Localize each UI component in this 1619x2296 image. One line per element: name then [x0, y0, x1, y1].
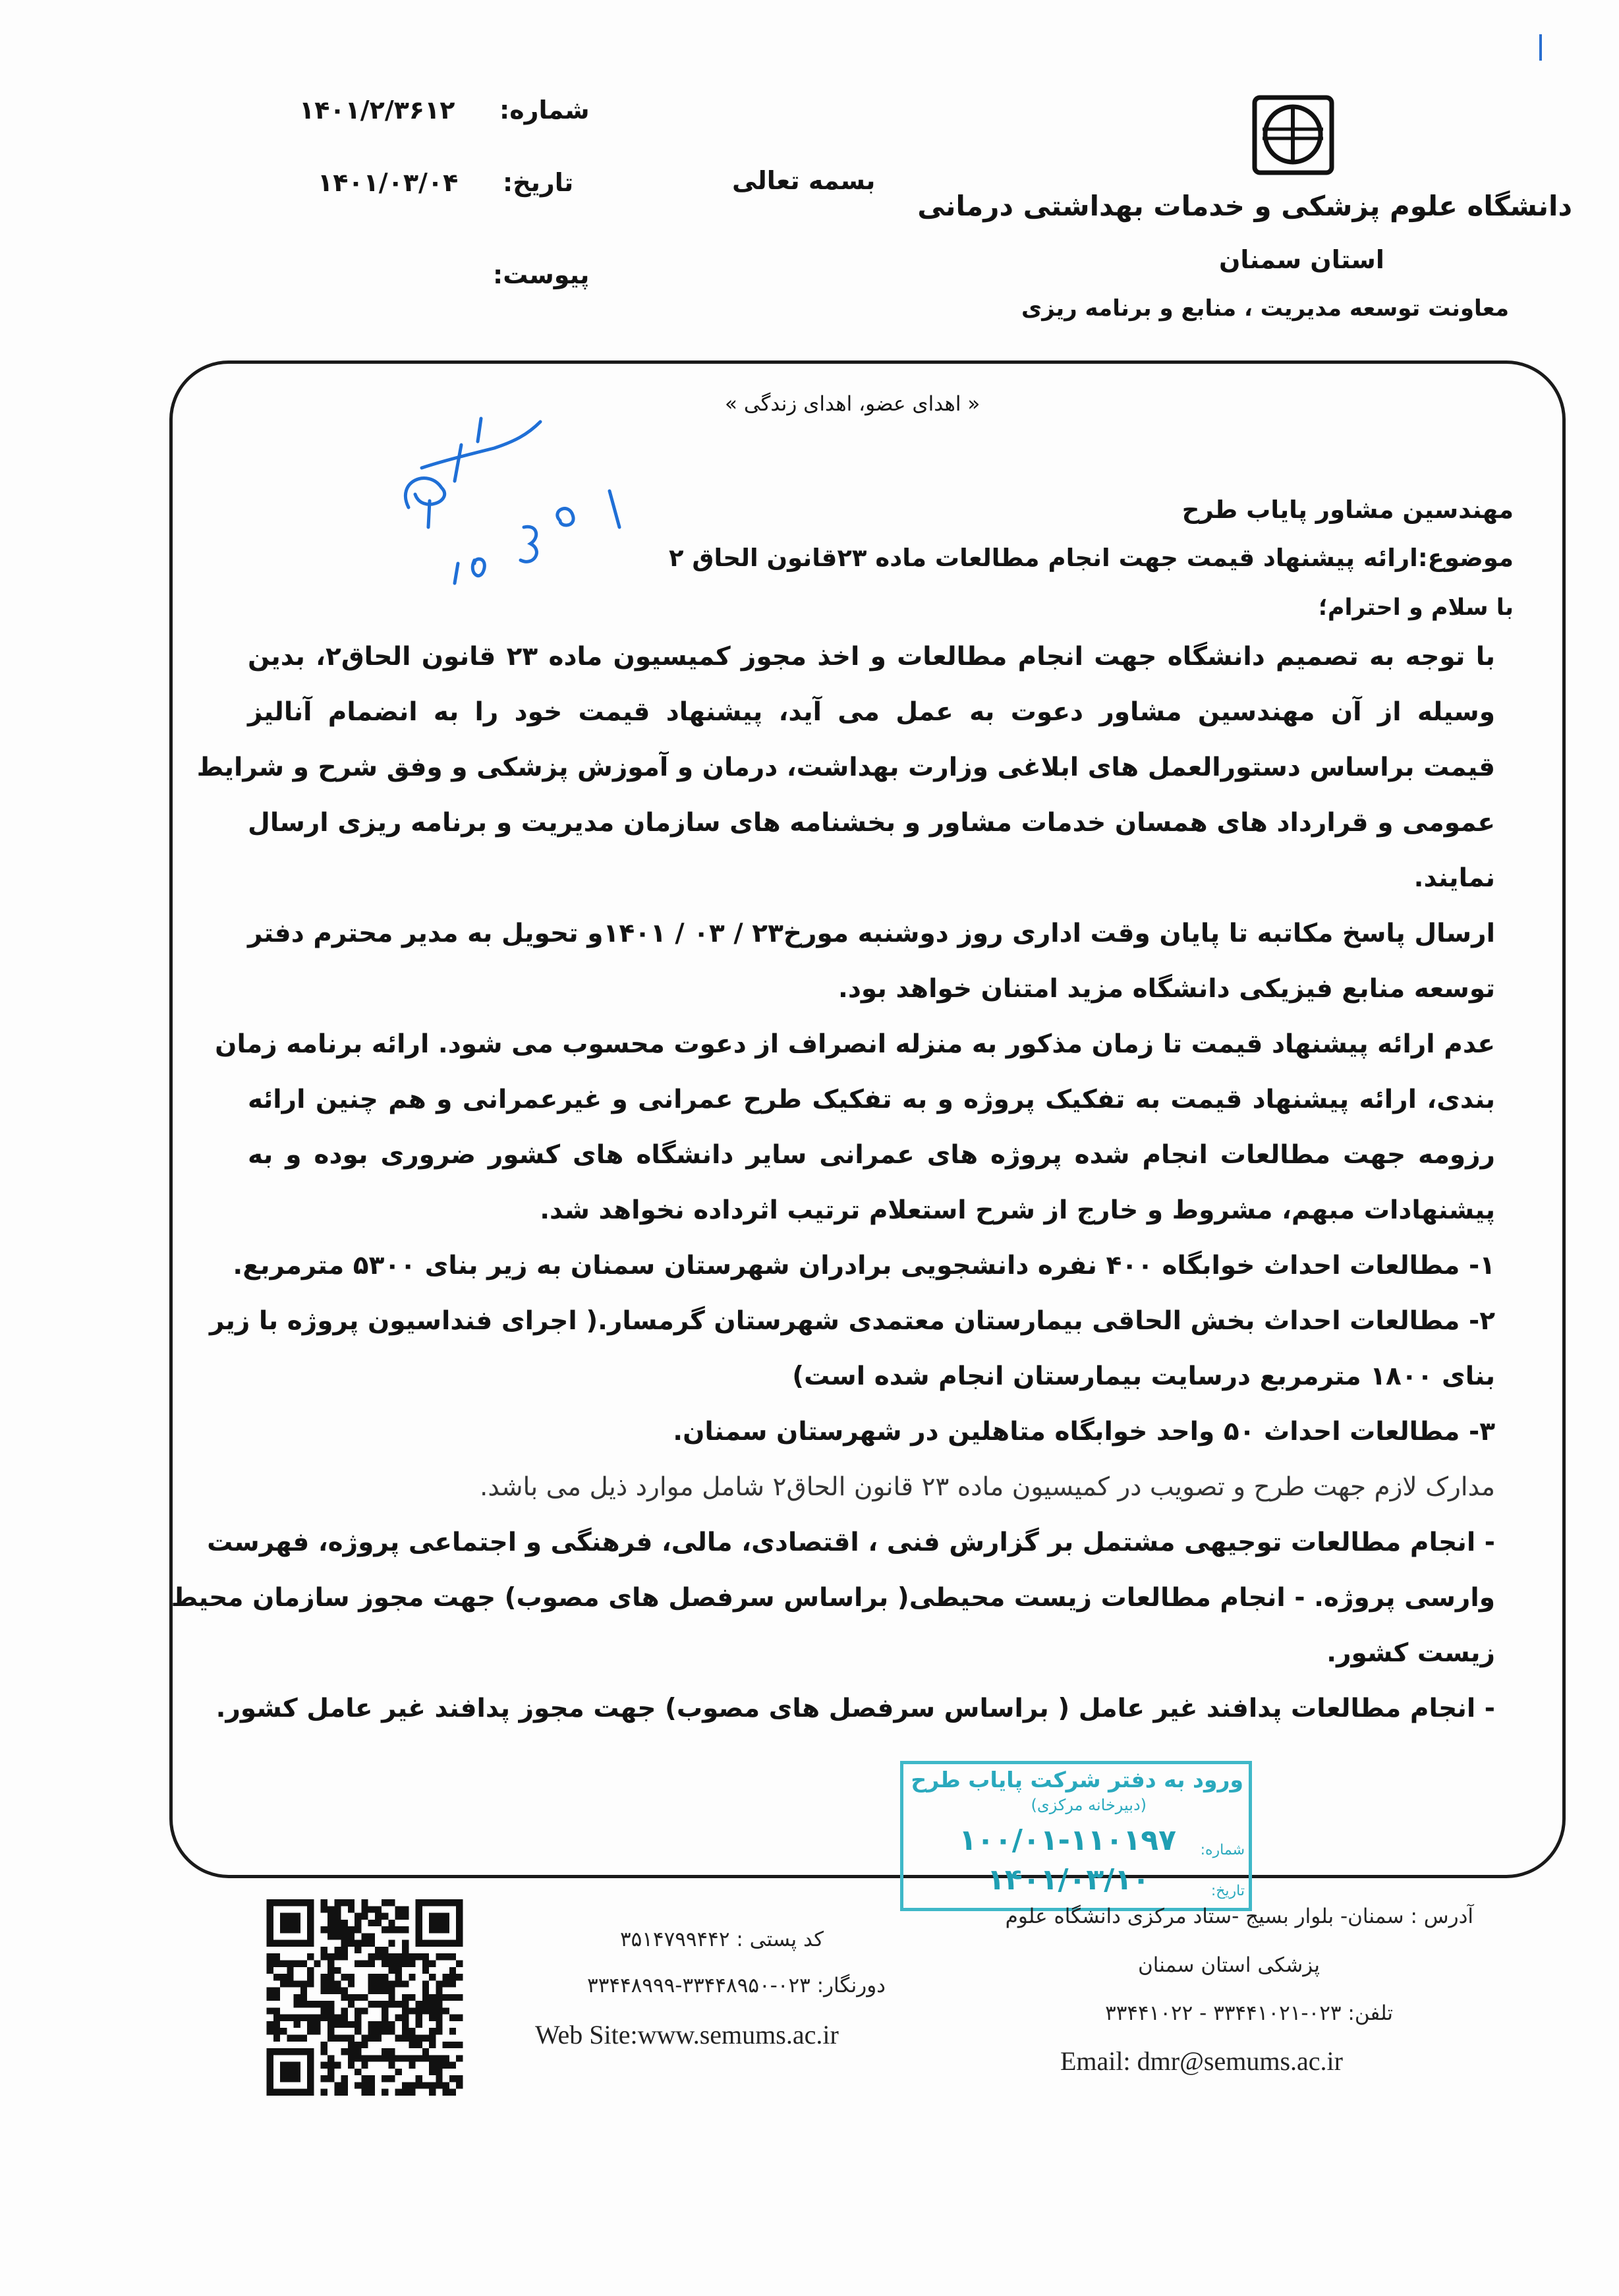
number-value: ۱۴۰۱/۲/۳۶۱۲ — [299, 96, 455, 125]
documents-item-2: - انجام مطالعات پدافند غیر عامل ( براساس سرفصل های مصوب) جهت مجوز پدافند غیر عامل کشور. — [215, 1694, 1495, 1723]
body-line: ارسال پاسخ مکاتبه تا پایان وقت اداری روز دوشنبه مورخ۲۳ / ۰۳ / ۱۴۰۱و تحویل به مدیر محترم دفتر — [248, 919, 1495, 948]
university-name: دانشگاه علوم پزشکی و خدمات بهداشتی درمانی — [917, 190, 1572, 222]
province-name: استان سمنان — [1219, 245, 1384, 274]
qr-code-icon — [266, 1899, 464, 2096]
date-label: تاریخ: — [503, 168, 574, 197]
body-line: پیشنهادات مبهم، مشروط و خارج از شرح استعلام ترتیب اثرداده نخواهد شد. — [540, 1195, 1495, 1225]
body-line: نمایند. — [1413, 863, 1495, 893]
body-line: وسیله از آن مهندسین مشاور دعوت به عمل می آید، پیشنهاد قیمت خود را به انضمام آنالیز — [248, 697, 1495, 727]
salutation: با سلام و احترام؛ — [1318, 594, 1514, 621]
slogan: « اهدای عضو، اهدای زندگی » — [725, 392, 980, 416]
body-line: ۲- مطالعات احداث بخش الحاقی بیمارستان معتمدی شهرستان گرمسار.( اجرای فنداسیون پروژه با زیر — [209, 1306, 1495, 1336]
documents-item-1 — [171, 1515, 1495, 1681]
paragraph-2 — [248, 906, 1495, 1017]
stamp-date-value: ۱۴۰۱/۰۳/۱۰ — [987, 1863, 1150, 1897]
address-line-1: آدرس : سمنان- بلوار بسیج -ستاد مرکزی دانشگاه علوم — [1005, 1905, 1473, 1928]
body-line: عمومی و قرارداد های همسان خدمات مشاور و بخشنامه های سازمان مدیریت و برنامه ریزی ارسال — [248, 808, 1495, 838]
margin-mark — [1539, 34, 1542, 61]
body-line: - انجام مطالعات توجیهی مشتمل بر گزارش فنی ، اقتصادی، مالی، فرهنگی و اجتماعی پروژه، فهرست — [207, 1528, 1495, 1557]
handwritten-note — [382, 395, 646, 593]
website-link[interactable]: Web Site:www.semums.ac.ir — [535, 2020, 839, 2050]
received-stamp — [900, 1761, 1252, 1911]
item-3: ۳- مطالعات احداث ۵۰ واحد خوابگاه متاهلین در شهرستان سمنان. — [673, 1417, 1495, 1447]
fax-number: دورنگار: ۰۲۳-۳۳۴۴۸۹۵۰-۳۳۴۴۸۹۹۹ — [587, 1974, 886, 1997]
body-line: زیست کشور. — [1326, 1638, 1495, 1668]
body-line: با توجه به تصمیم دانشگاه جهت انجام مطالعات و اخذ مجوز کمیسیون ماده ۲۳ قانون الحاق۲، بدین — [248, 642, 1495, 672]
body-line: بندی، ارائه پیشنهاد قیمت به تفکیک پروژه و به تفکیک طرح عمرانی و غیرعمرانی و هم چنین ارائه — [248, 1085, 1495, 1114]
item-2 — [209, 1294, 1495, 1404]
stamp-title: ورود به دفتر شرکت پایاب طرح — [911, 1767, 1243, 1793]
stamp-number-value: ۱۰۰/۰۱-۱۱۰۱۹۷ — [959, 1823, 1176, 1857]
body-line: قیمت براساس دستورالعمل های ابلاغی وزارت بهداشت، درمان و آموزش پزشکی و وفق شرح و شرایط — [196, 753, 1495, 782]
body-line: رزومه جهت مطالعات انجام شده پروژه های عمرانی سایر دانشگاه های کشور ضروری بوده و به — [248, 1140, 1495, 1170]
stamp-subtitle: (دبیرخانه مرکزی) — [1031, 1796, 1147, 1814]
paragraph-3 — [215, 1017, 1495, 1238]
paragraph-1 — [196, 629, 1495, 906]
item-1: ۱- مطالعات احداث خوابگاه ۴۰۰ نفره دانشجویی برادران شهرستان سمنان به زیر بنای ۵۳۰۰ مترمربع. — [233, 1251, 1495, 1280]
attachment-label: پیوست: — [493, 260, 590, 289]
invocation: بسمه تعالی — [732, 166, 876, 195]
stamp-date-label: تاریخ: — [1210, 1883, 1245, 1899]
documents-intro: مدارک لازم جهت طرح و تصویب در کمیسیون ماده ۲۳ قانون الحاق۲ شامل موارد ذیل می باشد. — [480, 1472, 1495, 1502]
email-link[interactable]: Email: dmr@semums.ac.ir — [1060, 2046, 1343, 2076]
date-value: ۱۴۰۱/۰۳/۰۴ — [318, 168, 459, 197]
number-label: شماره: — [499, 96, 590, 125]
body-line: عدم ارائه پیشنهاد قیمت تا زمان مذکور به منزله انصراف از دعوت محسوب می شود. ارائه برنامه زمان — [215, 1029, 1495, 1059]
letter-body — [171, 629, 1495, 1736]
subject-line: موضوع:ارائه پیشنهاد قیمت جهت انجام مطالعات ماده ۲۳قانون الحاق ۲ — [668, 544, 1514, 572]
postal-code: کد پستی : ۳۵۱۴۷۹۹۴۴۲ — [619, 1928, 824, 1951]
university-emblem-icon — [1252, 95, 1334, 175]
body-line: وارسی پروژه. - انجام مطالعات زیست محیطی( براساس سرفصل های مصوب) جهت مجوز سازمان محیط — [171, 1583, 1495, 1613]
department-name: معاونت توسعه مدیریت ، منابع و برنامه ریزی — [1021, 295, 1509, 322]
phone-numbers: تلفن: ۰۲۳-۳۳۴۴۱۰۲۱ - ۳۳۴۴۱۰۲۲ — [1105, 2001, 1393, 2025]
body-line: بنای ۱۸۰۰ مترمربع درسایت بیمارستان انجام شده است) — [792, 1362, 1495, 1391]
addressee: مهندسین مشاور پایاب طرح — [1181, 496, 1514, 524]
stamp-number-label: شماره: — [1200, 1842, 1245, 1858]
body-line: توسعه منابع فیزیکی دانشگاه مزید امتنان خواهد بود. — [838, 974, 1495, 1004]
address-line-2: پزشکی استان سمنان — [1138, 1953, 1320, 1977]
